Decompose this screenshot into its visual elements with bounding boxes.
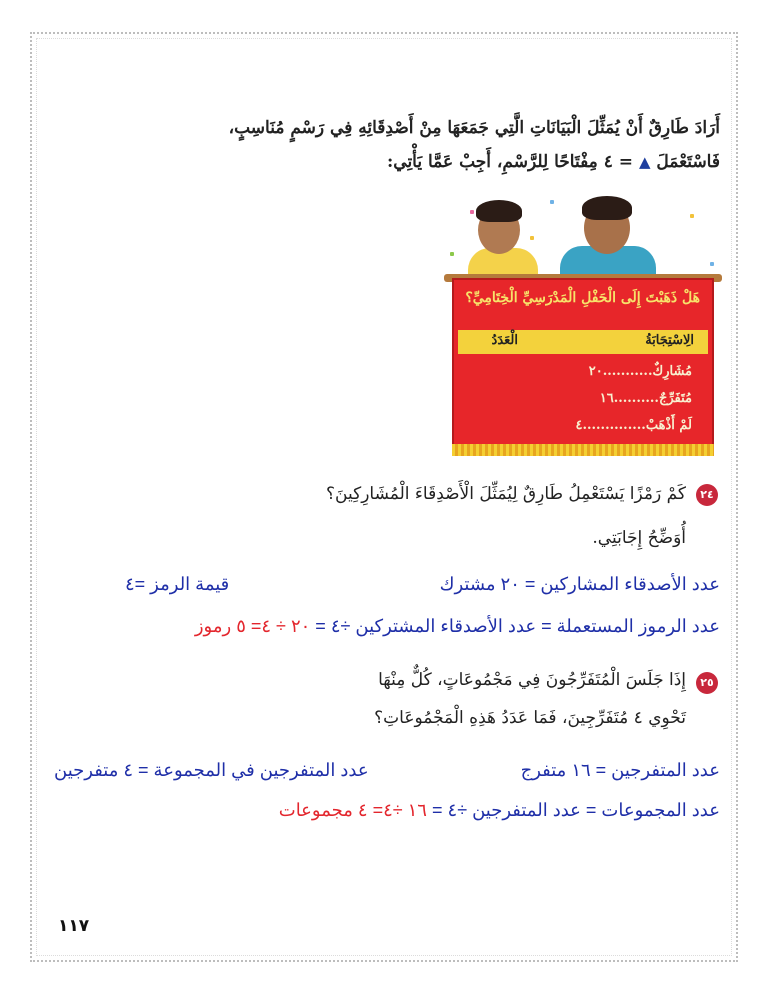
page-number: ١١٧ [58,916,90,936]
row-value: ٢٠ [588,364,603,379]
row-dots: .......... [613,391,659,406]
banner-row [600,391,692,406]
answer-24-line-1a: عدد الأصدقاء المشاركين = ٢٠ مشترك [439,574,720,594]
banner-row [589,364,692,379]
question-25-line-2: تَحْوِي ٤ مُتَفَرِّجِينَ، فَمَا عَدَدُ هَذِهِ الْمَجْمُوعَاتِ؟ [374,708,686,728]
header-count: الْعَدَدُ [491,333,518,348]
intro-line-1: أَرَادَ طَارِقٌ أَنْ يُمَثِّلَ الْبَيَانَاتِ الَّتِي جَمَعَهَا مِنْ أَصْدِقَائِهِ فِي رَسْمٍ مُنَاسِبٍ، [228,118,720,138]
row-dots: ........... [602,364,653,379]
question-24-number: ٢٤ [696,484,718,506]
answer-24-line-2 [195,616,720,637]
row-label: مُتَفَرِّجٌ [658,391,692,406]
banner-title: هَلْ ذَهَبْتَ إِلَى الْحَفْلِ الْمَدْرَسِيِّ الْخِتَامِيِّ؟ [465,290,700,306]
survey-banner [452,278,714,446]
banner-header [458,330,708,354]
answer-25-line-2 [279,800,720,821]
row-value: ١٦ [599,391,614,406]
answer-24-line-1b: قيمة الرمز =٤ [125,574,230,594]
answer-25-line-2a: عدد المجموعات = عدد المتفرجين ÷٤ = [432,800,720,820]
question-24-line-2: أُوَضِّحُ إِجَابَتِي. [592,528,686,548]
banner-row [575,418,692,433]
answer-25-line-1b: عدد المتفرجين في المجموعة = ٤ متفرجين [54,760,369,780]
question-24-line-1: كَمْ رَمْزًا يَسْتَعْمِلُ طَارِقٌ لِيُمَثِّلَ الْأَصْدِقَاءَ الْمُشَارِكِينَ؟ [326,484,686,504]
answer-24-line-2a: عدد الرموز المستعملة = عدد الأصدقاء المشتركين ÷٤ = [315,616,720,636]
banner-fringe [452,444,714,456]
intro-line-2 [387,152,720,172]
answer-24-line-2b: ٢٠ ÷ ٤= ٥ رموز [194,616,311,636]
row-value: ٤ [575,418,583,433]
header-response: الِاسْتِجَابَةُ [645,333,694,348]
row-label: مُشَارِكٌ [652,364,692,379]
row-dots: .............. [582,418,646,433]
question-25-number: ٢٥ [696,672,718,694]
triangle-key-icon: ▲ [638,153,651,171]
illustration [430,192,730,464]
intro-line-2-b: = ٤ مِفْتَاحًا لِلرَّسْمِ، أَجِبْ عَمَّا يَأْتِي: [387,152,634,172]
question-25-line-1: إِذَا جَلَسَ الْمُتَفَرِّجُونَ فِي مَجْمُوعَاتٍ، كُلٌّ مِنْهَا [378,670,686,690]
answer-25-line-2b: ١٦ ÷٤= ٤ مجموعات [278,800,427,820]
intro-line-2-a: فَاسْتَعْمَلَ [656,152,720,172]
row-label: لَمْ أَذْهَبْ [645,418,692,433]
answer-25-line-1a: عدد المتفرجين = ١٦ متفرج [520,760,720,780]
